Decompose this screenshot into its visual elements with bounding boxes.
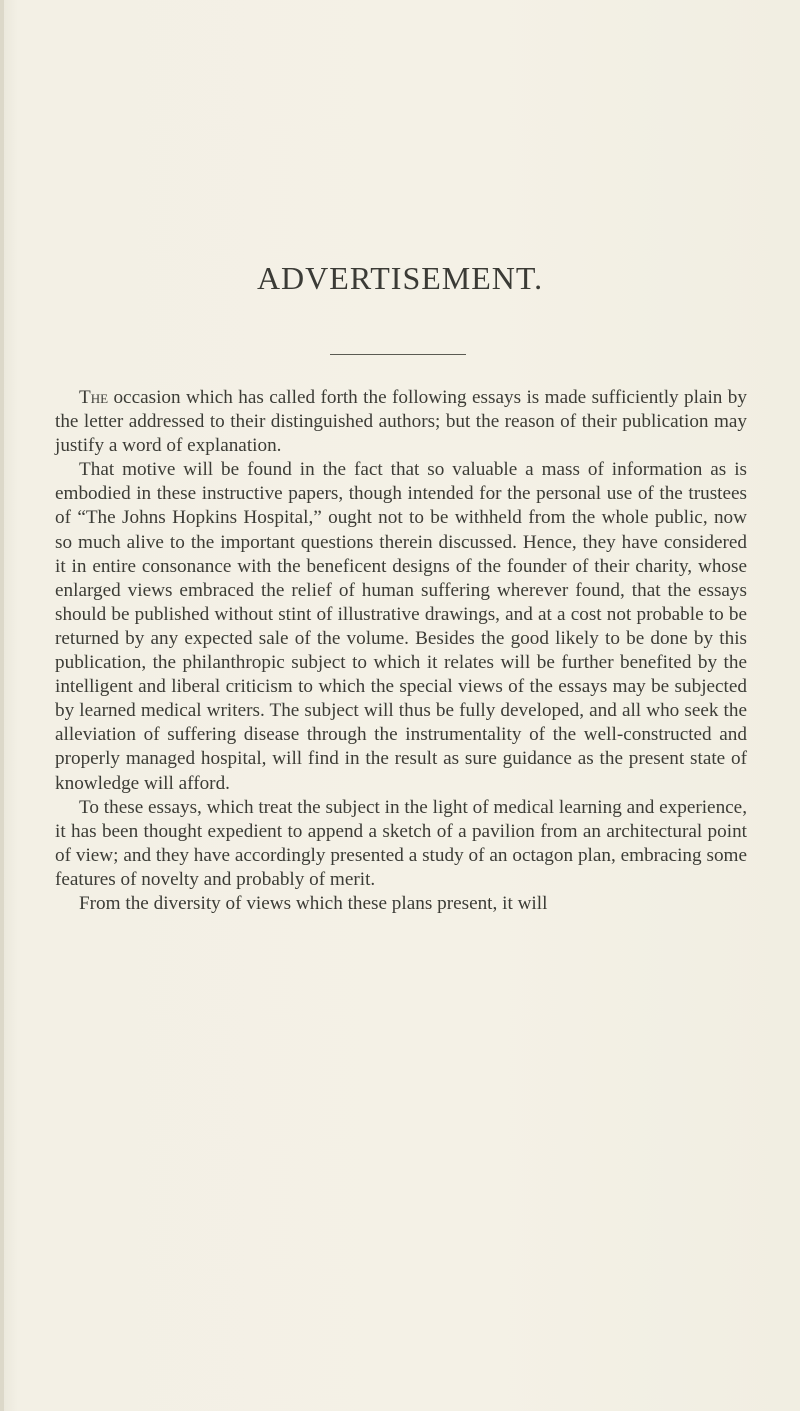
paragraph-4: [55, 892, 747, 916]
body-text: [55, 386, 747, 916]
paragraph-4-text: From the diversity of views which these plans present, it will: [79, 892, 548, 914]
paragraph-1-lead: The: [79, 387, 109, 408]
binding-edge: [0, 0, 4, 1411]
title-rule: [330, 354, 466, 355]
paragraph-2: [55, 458, 747, 795]
paragraph-1-text: occasion which has called forth the following essays is made sufficiently plain by the letter addressed to their distinguished authors; but the reason of their publication may justify a word of explanation.: [55, 387, 747, 457]
paragraph-2-text: That motive will be found in the fact that so valuable a mass of information as is embodied in these instructive papers, though intended for the personal use of the trustees of “The Johns Hopkins Hospital,” ought not to be withheld from the whole public, now so much alive to the important questions therein discussed. Hence, they have considered it in entire consonance with the beneficent designs of the founder of their charity, whose enlarged views embraced the relief of human suffering wherever found, that the essays should be published without stint of illustrative drawings, and at a cost not probable to be returned by any expected sale of the volume. Besides the good likely to be done by this publication, the philanthropic subject to which it relates will be further benefited by the intelligent and liberal criticism to which the special views of the essays may be subjected by learned medical writers. The subject will thus be fully developed, and all who seek the alleviation of suffering disease through the instrumentality of the well-constructed and properly managed hospital, will find in the result as sure guidance as the present state of knowledge will afford.: [55, 459, 747, 794]
paragraph-3: [55, 796, 747, 892]
paragraph-1: [55, 386, 747, 458]
page-title: ADVERTISEMENT.: [256, 260, 544, 296]
paragraph-3-text: To these essays, which treat the subject in the light of medical learning and experience, it has been thought expedient to append a sketch of a pavilion from an architectural point of view; and they have accordingly presented a study of an octagon plan, embracing some features of novelty and probably of merit.: [55, 796, 747, 890]
